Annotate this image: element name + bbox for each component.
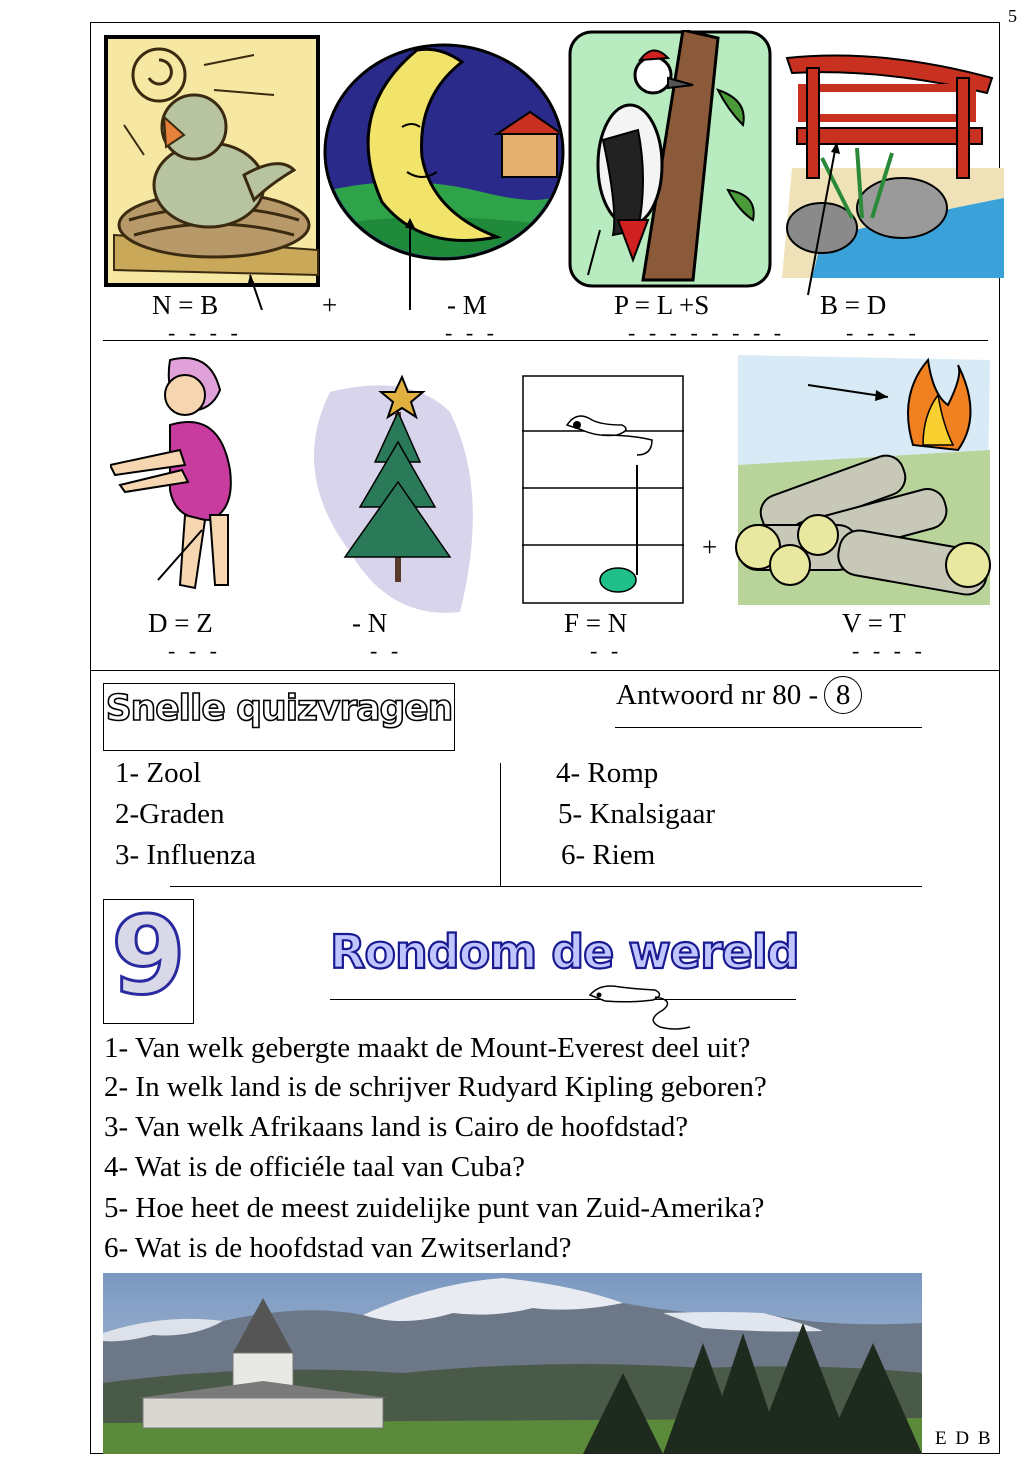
campfire-icon [728, 355, 1000, 610]
quiz-item: 5- Knalsigaar [558, 798, 716, 830]
clue-2: - M [447, 290, 487, 320]
answer-label: Antwoord nr 80 - [616, 679, 819, 711]
mouse-icon [585, 975, 695, 1035]
dashes-2: - - - [445, 320, 498, 345]
quiz-item: 4- Romp [556, 757, 659, 789]
quiz-item: 3- Influenza [115, 839, 256, 871]
quiz-title-box [103, 683, 455, 751]
dashes-5: - - - [168, 638, 221, 663]
question-5: 5- Hoe heet de meest zuidelijke punt van Zuid-Amerika? [104, 1192, 765, 1224]
dashes-8: - - - - [852, 638, 926, 663]
row-divider-2 [90, 670, 1000, 671]
clue-5: D = Z [148, 608, 213, 638]
dashes-3: - - - - - - - - [628, 320, 786, 345]
section-number: 9 [110, 894, 187, 1019]
music-note-icon [522, 375, 684, 604]
row-divider-1 [103, 340, 988, 341]
section-title: Rondom de wereld [330, 925, 799, 979]
dashes-7: - - [590, 638, 623, 663]
clue-3: P = L +S [614, 290, 710, 320]
dashes-4: - - - - [846, 320, 920, 345]
question-2: 2- In welk land is de schrijver Rudyard Kipling geboren? [104, 1071, 767, 1103]
fir-tree-icon [290, 352, 490, 620]
answer-line [616, 676, 862, 714]
quiz-item: 6- Riem [561, 839, 656, 871]
title-underline [330, 999, 796, 1000]
quiz-title: Snelle quizvragen [105, 688, 453, 729]
section-number-box [103, 894, 194, 1024]
quiz-item: 2-Graden [115, 798, 225, 830]
answer-number: 8 [824, 676, 862, 714]
clue-6: - N [352, 608, 388, 638]
quiz-underline [170, 886, 922, 887]
page-number: 5 [1008, 6, 1017, 26]
author-initials: E D B [935, 1428, 993, 1449]
dashes-1: - - - - [168, 320, 242, 345]
row1-arrows [240, 130, 860, 310]
question-6: 6- Wat is de hoofdstad van Zwitserland? [104, 1232, 572, 1264]
clue-7: F = N [564, 608, 628, 638]
question-1: 1- Van welk gebergte maakt de Mount-Everest deel uit? [104, 1032, 751, 1064]
clue-1: N = B [152, 290, 219, 320]
answer-underline [615, 727, 922, 728]
quiz-item: 1- Zool [115, 757, 202, 789]
plus-sign-2: + [702, 532, 718, 562]
question-4: 4- Wat is de officiéle taal van Cuba? [104, 1151, 525, 1183]
mountain-photo [103, 1273, 922, 1454]
dashes-6: - - [370, 638, 403, 663]
clue-8: V = T [842, 608, 906, 638]
swimmer-woman-icon [110, 350, 245, 605]
quiz-column-divider [500, 763, 501, 886]
question-3: 3- Van welk Afrikaans land is Cairo de hoofdstad? [104, 1111, 689, 1143]
clue-4: B = D [820, 290, 887, 320]
plus-sign-1: + [322, 290, 338, 320]
